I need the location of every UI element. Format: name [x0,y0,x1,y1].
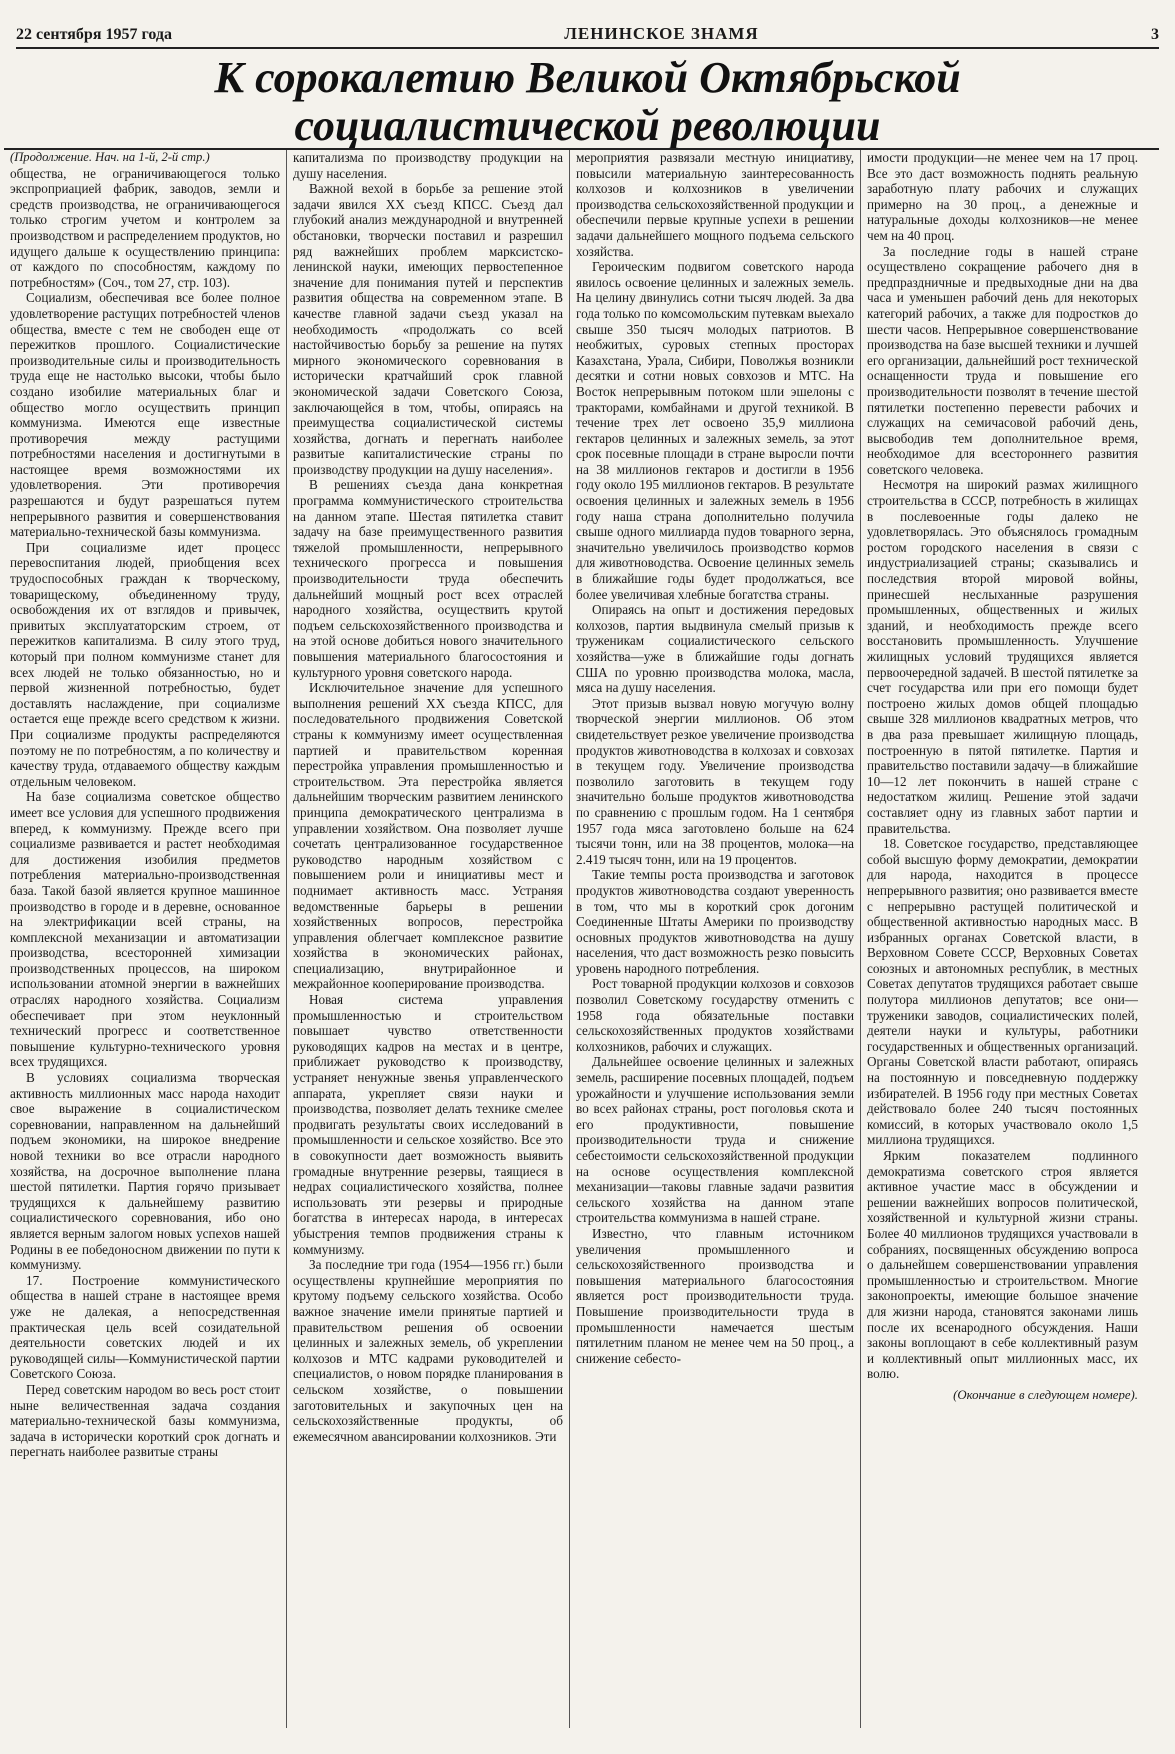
paragraph: Новая система управления промышленностью и строительством повышает чувство ответственности руководящих кадров на местах и в центре, приближает руководство к производству, устраняет ненужные звенья управленческого аппарата, укрепляет связи науки и производства, позволяет делать технике смелее продвигать результаты своих исследований в промышленности и сельское хозяйство. Все это в совокупности дает возможность выявить громадные внутренние резервы, таящиеся в недрах социалистического хозяйства, полнее использовать эти резервы и природные богатства в интересах народа, в интересах убыстрения темпов продвижения страны к коммунизму. [293,992,563,1257]
paragraph: капитализма по производству продукции на душу населения. [293,150,563,181]
paragraph: Ярким показателем подлинного демократизма советского строя является активное участие масс в обсуждении и решении важнейших вопросов политической, хозяйственной и культурной жизни страны. Более 40 миллионов трудящихся участвовали в собраниях, посвященных обсуждению вопроса о дальнейшем совершенствовании управления промышленностью и строительством. Многие законопроекты, имеющие большое значение для жизни народа, становятся законами лишь после их всенародного обсуждения. Наши законы воплощают в себе коллективный разум и коллективный опыт миллионных масс, их волю. [867,1148,1138,1382]
paragraph: При социализме идет процесс перевоспитания людей, приобщения всех трудоспособных граждан к творческому, товарищескому, объединенному труду, освобождения их от взглядов и привычек, привитых эксплуататорским строем, от пережитков капитализма. В силу этого труд, который при полном коммунизме станет для всех людей не только обязанностью, но и первой жизненной потребностью, будет доставлять наслаждение, при социализме остается еще прежде всего средством к жизни. При социализме продукты распределяются поэтому не по потребностям, а по количеству и качеству труда, отдаваемого обществу каждым отдельным человеком. [10,539,280,789]
paragraph: 17. Построение коммунистического общества в нашей стране в настоящее время уже не далекая, а непосредственная практическая цель всей созидательной деятельности советских людей и их руководящей силы—Коммунистической партии Советского Союза. [10,1272,280,1382]
paragraph: На базе социализма советское общество имеет все условия для успешного продвижения вперед, к коммунизму. Прежде всего при социализме развивается и растет необходимая для достижения изобилия предметов потребления материально-производственная база. Такой базой является крупное машинное производство в городе и в деревне, основанное на электрификации всей страны, на комплексной механизации и автоматизации производства, всесторонней химизации производственных процессов, на широком использовании атомной энергии в важнейших отраслях народного хозяйства. Социализм обеспечивает при этом неуклонный технический прогресс и соответственное повышение культурно-технического уровня всех трудящихся. [10,789,280,1070]
paragraph: Социализм, обеспечивая все более полное удовлетворение растущих потребностей членов общества, вместе с тем не свободен еще от пережитков прошлого. Социалистические производительные силы и производительность труда еще не настолько высоки, чтобы было создано изобилие материальных благ и общество могло осуществить принцип коммунизма. Имеются еще известные противоречия между растущими потребностями населения и достигнутыми в настоящее время возможностями их удовлетворения. Эти противоречия разрешаются и будут разрешаться путем непрерывного развития и совершенствования материально-технической базы коммунизма. [10,290,280,540]
paragraph: Известно, что главным источником увеличения промышленного и сельскохозяйственного производства и повышения материального благосостояния является рост производительности труда. Повышение производительности труда в промышленности намечается шестым пятилетним планом не менее чем на 50 проц., а снижение себесто- [576,1225,854,1366]
paragraph: общества, не ограничивающегося только экспроприацией фабрик, заводов, земли и средств производства, не ограничивающегося только строгим учетом и контролем за производством и распределением продуктов, но идущего дальше к осуществлению принципа: от каждого по способностям, каждому по потребностям» (Соч., том 27, стр. 103). [10,165,280,290]
headline-line-1: К сорокалетию Великой Октябрьской [214,53,961,102]
newspaper-title: ЛЕНИНСКОЕ ЗНАМЯ [564,24,759,43]
column-4 [861,150,1144,1728]
continuation-note: (Продолжение. Нач. на 1-й, 2-й стр.) [10,150,210,164]
paragraph: В решениях съезда дана конкретная программа коммунистического строительства на данном этапе. Шестая пятилетка ставит задачу на базе преимущественного развития тяжелой промышленности, непрерывного технического прогресса и повышения производительности труда обеспечить дальнейший мощный рост всех отраслей народного хозяйства, осуществить крутой подъем сельскохозяйственного производства и на этой основе добиться нового значительного повышения материального благосостояния и культурного уровня советского народа. [293,477,563,680]
headline-line-2: социалистической революции [294,101,881,150]
paragraph: имости продукции—не менее чем на 17 проц. Все это даст возможность поднять реальную заработную плату рабочих и служащих примерно на 30 проц., а денежные и натуральные доходы колхозников—не менее чем на 40 проц. [867,150,1138,243]
article-columns [4,150,1163,1728]
paragraph: Героическим подвигом советского народа явилось освоение целинных и залежных земель. На целину двинулись сотни тысяч людей. За два года только по комсомольским путевкам выехало свыше 350 тысяч молодых патриотов. В необжитых, суровых степных просторах Казахстана, Урала, Сибири, Поволжья возникли десятки и сотни новых совхозов и МТС. На Восток непрерывным потоком шли эшелоны с тракторами, комбайнами и другой техникой. В течение трех лет освоено 35,9 миллиона гектаров целинных и залежных земель, за этот срок посевные площади в стране выросли почти на 38 миллионов гектаров и достигли в 1956 году около 195 миллионов гектаров. В результате освоения целинных и залежных земель в 1956 году наша страна дополнительно получила свыше одного миллиарда пудов товарного зерна, значительно увеличилось производство кормов для животноводства. Освоение целинных земель в ближайшие годы будет продолжаться, все более увеличивая хлебные богатства страны. [576,259,854,602]
paragraph: За последние годы в нашей стране осуществлено сокращение рабочего дня в предпраздничные и предвыходные дни на два часа и уменьшен рабочий день для некоторых категорий рабочих, а также для подростков до шести часов. Непрерывное совершенствование производства на базе высшей техники и лучшей его организации, дальнейший рост технической оснащенности труда и повышение его производительности позволят в течение шестой пятилетки постепенно перевести рабочих и служащих на семичасовой рабочий день, высвободив тем дополнительное время, необходимое для всестороннего развития советского человека. [867,243,1138,477]
article-headline [40,54,1135,150]
column-3 [570,150,861,1728]
paragraph: Исключительное значение для успешного выполнения решений XX съезда КПСС, для последовательного продвижения Советской страны к коммунизму имеет осуществленная партией и правительством коренная перестройка управления промышленностью и строительством. Эта перестройка является дальнейшим творческим развитием ленинского принципа демократического централизма в управлении хозяйством. Она позволяет лучше сочетать централизованное государственное руководство народным хозяйством с повышением роли и инициативы мест и поднимает активность масс. Устраняя ведомственные барьеры в решении хозяйственных вопросов, перестройка управления облегчает комплексное развитие хозяйства в экономических районах, специализацию, внутрирайонное и межрайонное кооперирование производства. [293,680,563,992]
paragraph: Важной вехой в борьбе за решение этой задачи явился XX съезд КПСС. Съезд дал глубокий анализ международной и внутренней обстановки, творчески поставил и разрешил ряд важнейших проблем марксистско-ленинской науки, имеющих первостепенное значение для понимания путей и перспектив развития общества на современном этапе. В качестве главной задачи съезд указал на необходимость «продолжать со всей настойчивостью борьбу за решение на путях мирного экономического соревнования в исторически кратчайший срок главной экономической задачи Советского Союза, заключающейся в том, чтобы, опираясь на преимущества социалистической системы хозяйства, догнать и перегнать наиболее развитые капиталистические страны по производству продукции на душу населения». [293,181,563,477]
paragraph: В условиях социализма творческая активность миллионных масс народа находит свое выражение в социалистическом соревновании, направленном на дальнейший подъем экономики, на широкое внедрение новой техники во все отрасли народного хозяйства, на досрочное выполнение плана шестой пятилетки. Партия горячо призывает трудящихся к дальнейшему развитию социалистического соревнования, ибо оно является верным залогом новых успехов нашей Родины в ее победоносном движении по пути к коммунизму. [10,1070,280,1273]
paragraph: Такие темпы роста производства и заготовок продуктов животноводства создают уверенность в том, что мы в короткий срок догоним Соединенные Штаты Америки по производству основных продуктов животноводства на душу населения, что даст возможность резко повысить уровень народного потребления. [576,867,854,976]
paragraph: Несмотря на широкий размах жилищного строительства в СССР, потребность в жилищах в послевоенные годы далеко не удовлетворялась. Это объяснялось громадным ростом городского населения в связи с индустриализацией страны; сказывались и последствия второй мировой войны, принесшей неслыханные разрушения промышленных, общественных и жилых зданий, и необходимость прежде всего восстановить промышленность. Улучшение жилищных условий трудящихся является первоочередной задачей. В шестой пятилетке за счет государства или при его помощи будет построено жилых домов общей площадью свыше 328 миллионов квадратных метров, что в два раза превышает жилищную площадь, построенную в пятой пятилетке. Партия и правительство поставили задачу—в ближайшие 10—12 лет покончить в нашей стране с недостатком жилищ. Решение этой задачи составляет одну из главных забот партии и правительства. [867,477,1138,836]
paragraph: Этот призыв вызвал новую могучую волну творческой энергии миллионов. Об этом свидетельствует резкое увеличение производства продуктов животноводства в колхозах и совхозах в текущем году. Увеличение производства позволило заготовить в текущем году значительно больше продуктов животноводства по сравнению с прошлым годом. На 1 сентября 1957 года мяса заготовлено больше на 624 тысячи тонн, или на 38 процентов, молока—на 2.419 тысяч тонн, или на 19 процентов. [576,695,854,867]
column-1 [4,150,287,1728]
paragraph: 18. Советское государство, представляющее собой высшую форму демократии, демократии для народа, находится в процессе непрерывного развития; оно развивается вместе с непрерывно растущей политической и общественной активностью народных масс. В избранных органах Советской власти, в Верховном Совете СССР, Верховных Советах союзных и автономных республик, в местных Советах депутатов трудящихся работает свыше полутора миллионов депутатов; все они—труженики заводов, социалистических полей, деятели науки и культуры, работники государственных и общественных организаций. Органы Советской власти работают, опираясь на постоянную и повседневную поддержку избирателей. В 1956 году при местных Советах действовало более 240 тысяч постоянных комиссий, в которых участвовало около 1,5 миллиона трудящихся. [867,836,1138,1148]
paragraph: Опираясь на опыт и достижения передовых колхозов, партия выдвинула смелый призыв к труженикам социалистического сельского хозяйства—уже в ближайшие годы догнать США по уровню производства молока, масла, мяса на душу населения. [576,602,854,696]
issue-date: 22 сентября 1957 года [16,26,172,43]
column-2 [287,150,570,1728]
paragraph: мероприятия развязали местную инициативу, повысили материальную заинтересованность колхозов и колхозников в увеличении производства сельскохозяйственной продукции и обеспечили первые крупные успехи в решении задачи дальнейшего мощного подъема сельского хозяйства. [576,150,854,259]
paragraph: Перед советским народом во весь рост стоит ныне величественная задача создания материально-технической базы коммунизма, задача в исторически короткий срок догнать и перегнать наиболее развитые страны [10,1381,280,1460]
paragraph: Дальнейшее освоение целинных и залежных земель, расширение посевных площадей, подъем урожайности и улучшение использования земли во всех районах страны, рост поголовья скота и его продуктивности, повышение производительности труда и снижение себестоимости сельскохозяйственной продукции на основе осуществления комплексной механизации—таковы главные задачи развития сельского хозяйства на данном этапе строительства коммунизма в нашей стране. [576,1054,854,1226]
paragraph: Рост товарной продукции колхозов и совхозов позволил Советскому государству отменить с 1958 года обязательные поставки сельскохозяйственных продуктов хозяйствами колхозников, рабочих и служащих. [576,976,854,1054]
paragraph: За последние три года (1954—1956 гг.) были осуществлены крупнейшие мероприятия по крутому подъему сельского хозяйства. Особо важное значение имели принятые партией и правительством решения об освоении целинных и залежных земель, об укреплении колхозов и МТС кадрами руководителей и специалистов, о новом порядке планирования в сельском хозяйстве, о повышении заготовительных и закупочных цен на сельскохозяйственные продукты, об ежемесячном авансировании колхозников. Эти [293,1257,563,1444]
page-number: 3 [1150,26,1159,43]
page-header [16,18,1159,49]
continuation-footer: (Окончание в следующем номере). [953,1387,1138,1402]
